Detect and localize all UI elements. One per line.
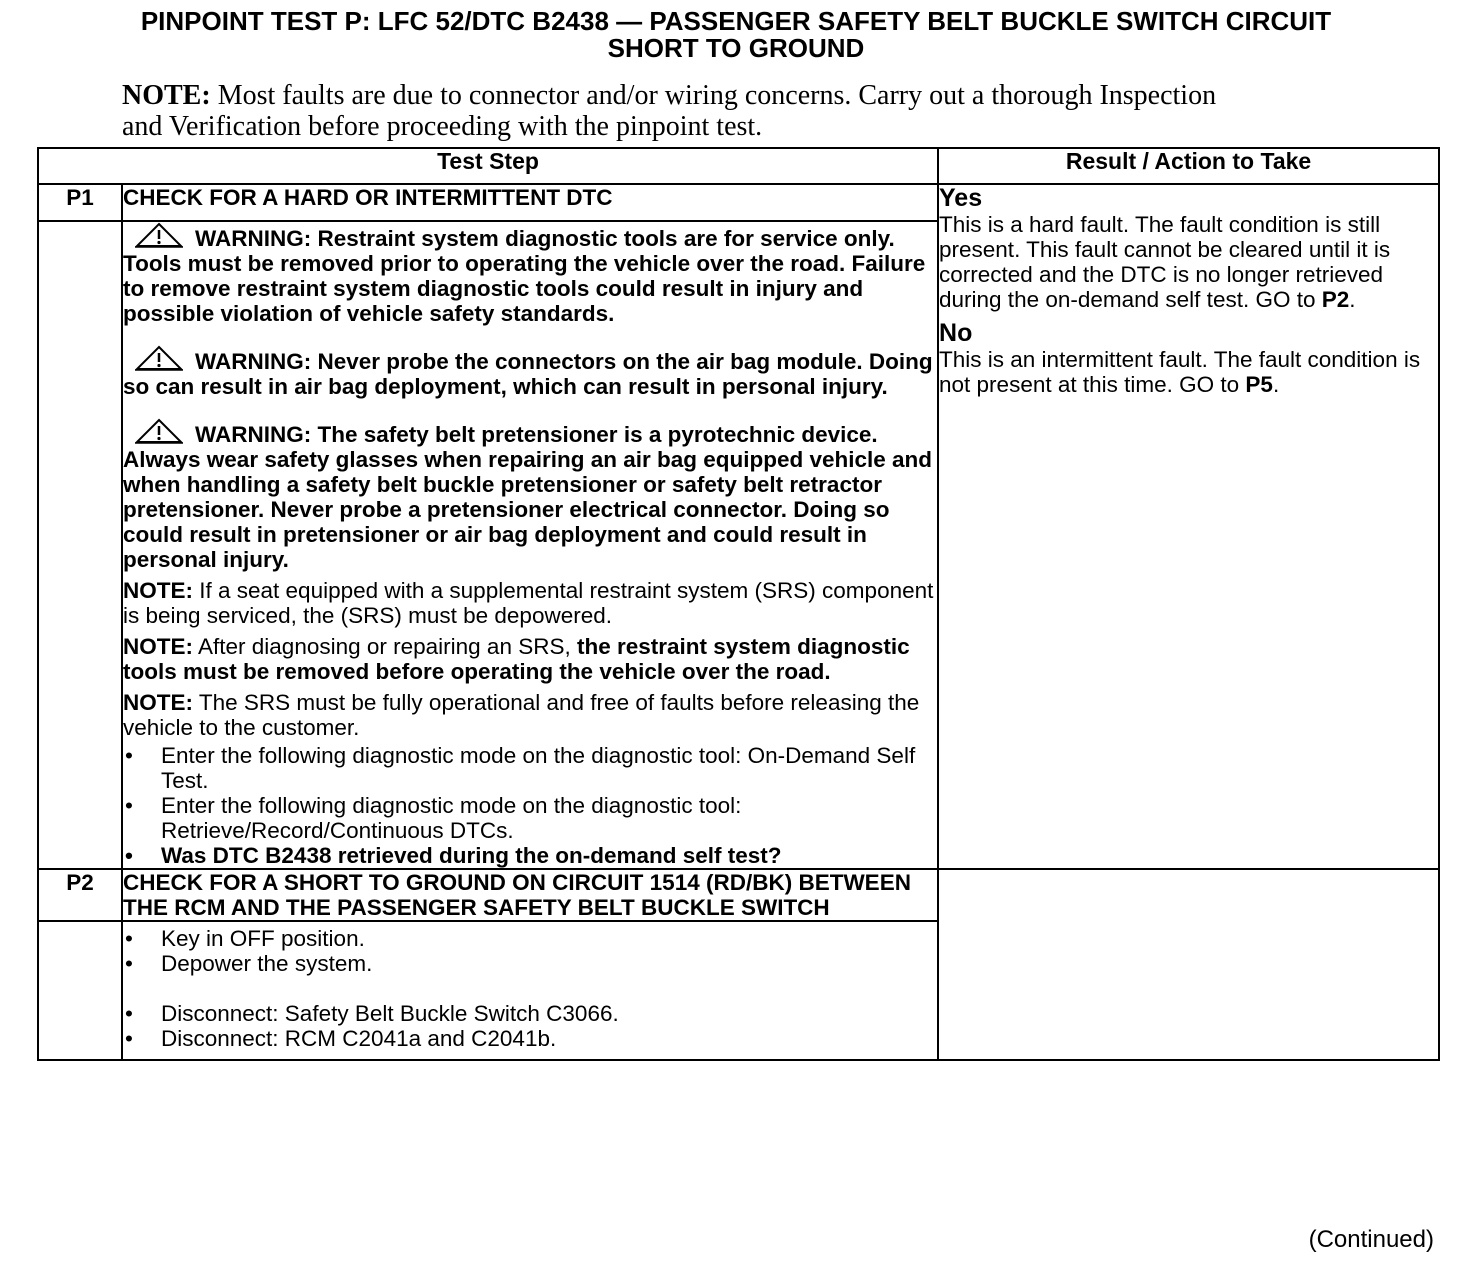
list-item: • Disconnect: Safety Belt Buckle Switch C3066.: [123, 1001, 937, 1026]
result-yes-text: This is a hard fault. The fault condition is still present. This fault cannot be cleared until it is corrected and the DTC is no longer retrieved during the on-demand self test. GO to P2.: [939, 212, 1391, 312]
p2-bullet-list-a: [123, 926, 937, 976]
warning-2: WARNING: Never probe the connectors on the air bag module. Doing so can result in air bag deployment, which can result in personal injury.: [123, 345, 937, 399]
continued-label: (Continued): [1308, 1226, 1434, 1253]
title-line-1: PINPOINT TEST P: LFC 52/DTC B2438 — PASSENGER SAFETY BELT BUCKLE SWITCH CIRCUIT: [140, 6, 1332, 36]
result-no-goto: P5: [1245, 372, 1273, 397]
intro-note: [122, 80, 1262, 142]
result-no-text: This is an intermittent fault. The fault condition is not present at this time. GO to P5.: [939, 347, 1421, 397]
header-result-action: Result / Action to Take: [938, 148, 1439, 184]
title-line-2: SHORT TO GROUND: [607, 33, 865, 63]
list-item: • Enter the following diagnostic mode on the diagnostic tool: On-Demand Self Test.: [123, 743, 937, 793]
warning-triangle-icon: [135, 418, 183, 444]
list-item: • Was DTC B2438 retrieved during the on-demand self test?: [123, 843, 937, 868]
warning-3: WARNING: The safety belt pretensioner is a pyrotechnic device. Always wear safety glasses when repairing an air bag equipped vehicle and when handling a safety belt buckle pretensioner or safety belt retractor pretensioner. Never probe a pretensioner electrical connector. Doing so could result in pretensioner or air bag deployment and could result in personal injury.: [123, 418, 937, 572]
list-item: • Key in OFF position.: [123, 926, 937, 951]
result-yes-goto: P2: [1321, 287, 1350, 312]
note-3: NOTE: The SRS must be fully operational and free of faults before releasing the vehicle to the customer.: [123, 690, 920, 740]
intro-note-label: NOTE:: [122, 80, 211, 111]
result-p1: [938, 184, 1439, 869]
step-body-p1: [122, 221, 938, 869]
intro-note-text: Most faults are due to connector and/or wiring concerns. Carry out a thorough Inspection and Verification before proceeding with the pinpoint test.: [122, 80, 1217, 142]
note-1: NOTE: If a seat equipped with a supplemental restraint system (SRS) component is being serviced, the (SRS) must be depowered.: [123, 578, 934, 628]
note-2: NOTE: After diagnosing or repairing an SRS, the restraint system diagnostic tools must be removed before operating the vehicle over the road.: [123, 634, 910, 684]
step-id-p1-blank: [38, 221, 122, 869]
warning-triangle-icon: [135, 345, 183, 371]
warning-triangle-icon: [135, 222, 183, 248]
result-no-label: No: [939, 319, 973, 347]
result-yes-label: Yes: [939, 184, 983, 212]
step-body-p2: [122, 921, 938, 1060]
list-item: • Enter the following diagnostic mode on the diagnostic tool: Retrieve/Record/Continuous DTCs.: [123, 793, 937, 843]
pinpoint-test-table: [37, 147, 1440, 1061]
step-id-p2-blank: [38, 921, 122, 1060]
step-title-p1: CHECK FOR A HARD OR INTERMITTENT DTC: [122, 184, 938, 221]
header-test-step: Test Step: [38, 148, 938, 184]
p1-bullet-list: [123, 743, 937, 868]
list-item: • Disconnect: RCM C2041a and C2041b.: [123, 1026, 937, 1051]
warning-1: WARNING: Restraint system diagnostic tools are for service only. Tools must be removed prior to operating the vehicle over the road. Failure to remove restraint system diagnostic tools could result in injury and possible violation of vehicle safety standards.: [123, 222, 937, 326]
result-p2: [938, 869, 1439, 1060]
step-id-p2: P2: [38, 869, 122, 921]
list-item: • Depower the system.: [123, 951, 937, 976]
step-id-p1: P1: [38, 184, 122, 221]
step-title-p2: CHECK FOR A SHORT TO GROUND ON CIRCUIT 1514 (RD/BK) BETWEEN THE RCM AND THE PASSENGER SAFETY BELT BUCKLE SWITCH: [122, 869, 938, 921]
p2-bullet-list-b: [123, 1001, 937, 1051]
page-title: [30, 8, 1442, 62]
